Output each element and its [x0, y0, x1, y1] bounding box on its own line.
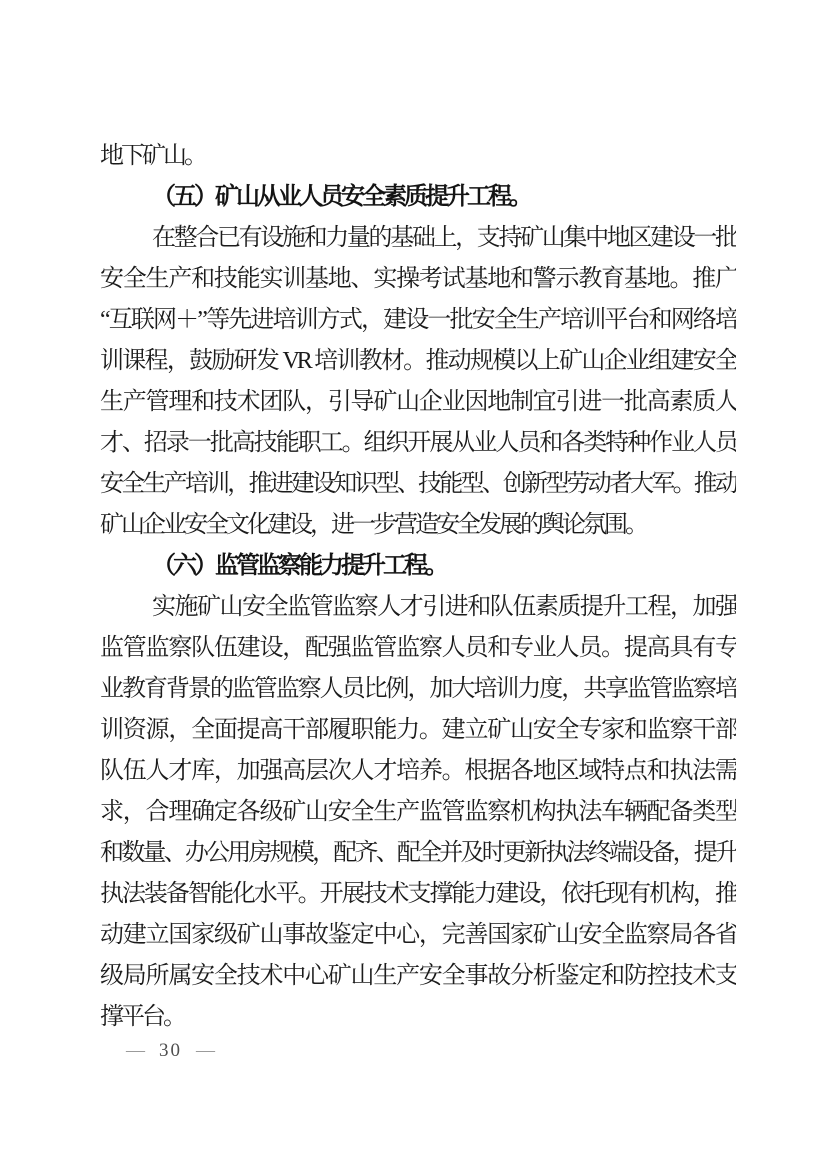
text-line: 撑平台。	[100, 1004, 184, 1030]
section-heading: （五）矿山从业人员安全素质提升工程。	[152, 184, 530, 210]
text-line: 级局所属安全技术中心矿山生产安全事故分析鉴定和防控技术支	[100, 963, 736, 989]
document-body	[100, 136, 736, 1038]
text-line: 训资源，全面提高干部履职能力。建立矿山安全专家和监察干部	[100, 717, 736, 743]
text-line: “互联网＋”等先进培训方式，建设一批安全生产培训平台和网络培	[100, 307, 736, 333]
text-line: 业教育背景的监管监察人员比例，加大培训力度，共享监管监察培	[100, 676, 736, 702]
text-line: 矿山企业安全文化建设，进一步营造安全发展的舆论氛围。	[100, 512, 646, 538]
footer-dash-left: —	[126, 1040, 145, 1061]
text-line: 安全生产和技能实训基地、实操考试基地和警示教育基地。推广	[100, 266, 736, 292]
text-line: 地下矿山。	[100, 143, 205, 169]
text-line: 安全生产培训，推进建设知识型、技能型、创新型劳动者大军。推动	[100, 471, 736, 497]
footer-dash-right: —	[196, 1040, 215, 1061]
text-line: 求，合理确定各级矿山安全生产监管监察机构执法车辆配备类型	[100, 799, 736, 825]
text-line: 动建立国家级矿山事故鉴定中心，完善国家矿山安全监察局各省	[100, 922, 736, 948]
text-line: 在整合已有设施和力量的基础上，支持矿山集中地区建设一批	[152, 225, 736, 251]
text-line: 才、招录一批高技能职工。组织开展从业人员和各类特种作业人员	[100, 430, 736, 456]
text-line: 监管监察队伍建设，配强监管监察人员和专业人员。提高具有专	[100, 635, 736, 661]
page-footer	[126, 1040, 215, 1062]
text-line: 实施矿山安全监管监察人才引进和队伍素质提升工程，加强	[152, 594, 736, 620]
text-line: 和数量、办公用房规模，配齐、配全并及时更新执法终端设备，提升	[100, 840, 736, 866]
text-line: 生产管理和技术团队，引导矿山企业因地制宜引进一批高素质人	[100, 389, 736, 415]
text-line: 执法装备智能化水平。开展技术支撑能力建设，依托现有机构，推	[100, 881, 736, 907]
text-line: 队伍人才库，加强高层次人才培养。根据各地区域特点和执法需	[100, 758, 736, 784]
section-heading: （六）监管监察能力提升工程。	[152, 553, 446, 579]
page-number: 30	[159, 1040, 182, 1061]
text-line: 训课程，鼓励研发 VR 培训教材。推动规模以上矿山企业组建安全	[100, 348, 736, 374]
